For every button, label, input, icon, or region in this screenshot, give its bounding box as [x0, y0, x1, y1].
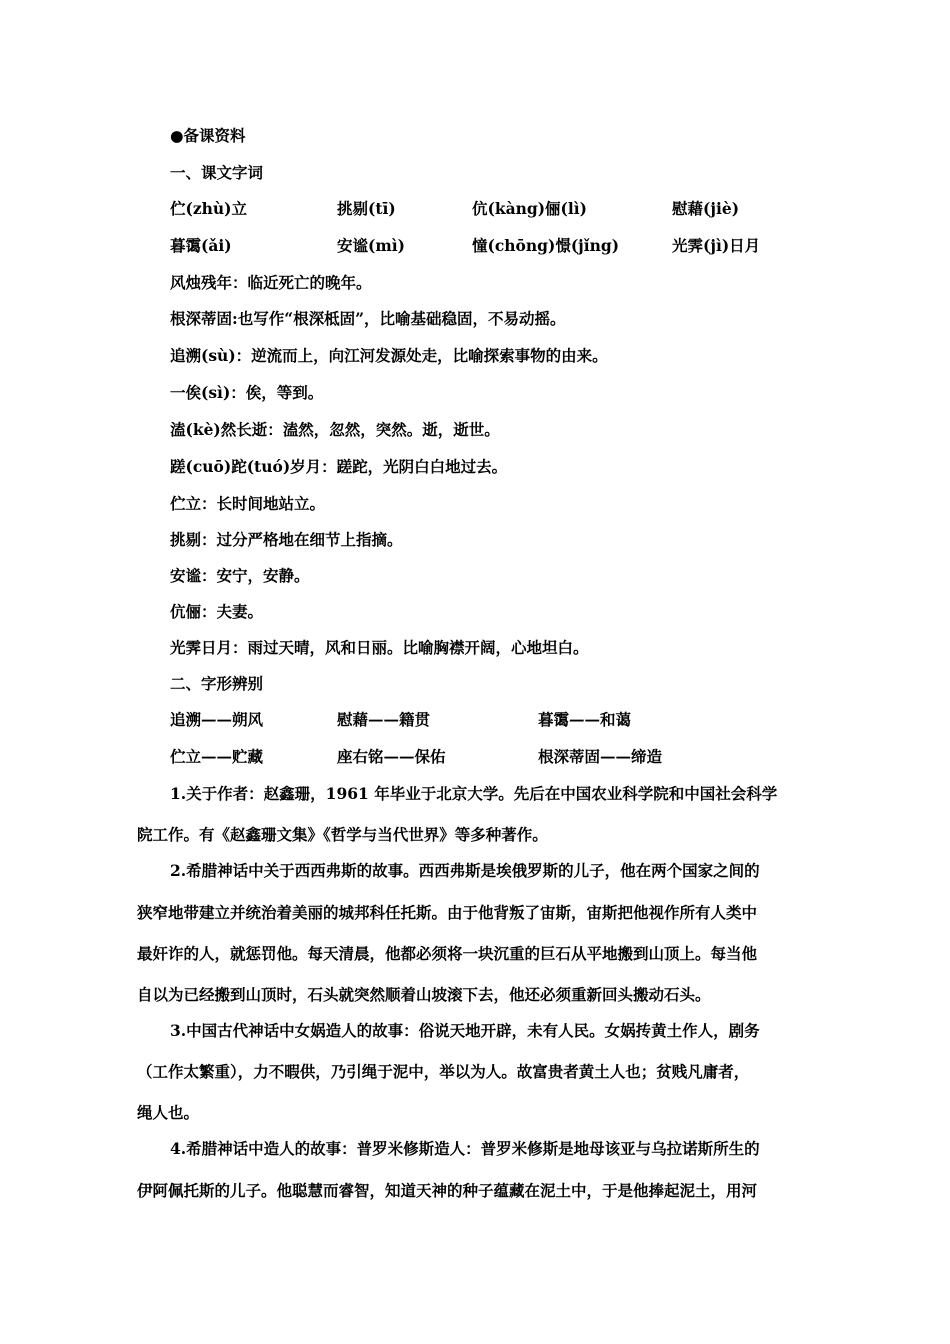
glyph-pair: 慰藉——籍贯: [337, 710, 431, 729]
vocab-item: 慰藉(jiè): [672, 199, 740, 218]
vocab-item: 安谧(mì): [337, 236, 405, 255]
materials-heading: ●备课资料: [170, 126, 246, 145]
vocab-item: 伉(kàng)俪(lì): [472, 199, 588, 218]
glyph-pair: 暮霭——和蔼: [538, 710, 632, 729]
definition-line: 追溯(sù)：逆流而上，向江河发源处走，比喻探索事物的由来。: [170, 346, 608, 365]
definition-line: 光霁日月：雨过天晴，风和日丽。比喻胸襟开阔，心地坦白。: [170, 638, 589, 657]
vocab-item: 光霁(jì)日月: [672, 236, 761, 255]
definition-line: 蹉(cuō)跎(tuó)岁月：蹉跎，光阴白白地过去。: [170, 457, 508, 476]
vocab-item: 憧(chōng)憬(jǐng): [472, 236, 620, 255]
paragraph-line: 最奸诈的人，就惩罚他。每天清晨，他都必须将一块沉重的巨石从平地搬到山顶上。每当他: [137, 944, 758, 963]
section-title-vocabulary: 一、课文字词: [170, 163, 264, 182]
definition-line: 溘(kè)然长逝：溘然，忽然，突然。逝，逝世。: [170, 420, 500, 439]
glyph-pair: 追溯——朔风: [170, 710, 264, 729]
paragraph-line: 自以为已经搬到山顶时，石头就突然顺着山坡滚下去，他还必须重新回头搬动石头。: [137, 985, 711, 1004]
paragraph-line: 狭窄地带建立并统治着美丽的城邦科任托斯。由于他背叛了宙斯，宙斯把他视作所有人类中: [137, 903, 758, 922]
paragraph-line: （工作太繁重），力不暇供，乃引绳于泥中，举以为人。故富贵者黄土人也；贫贱凡庸者，: [137, 1062, 750, 1081]
definition-line: 伫立：长时间地站立。: [170, 494, 326, 513]
glyph-pair: 座右铭——保佑: [337, 747, 446, 766]
vocab-item: 暮霭(ǎi): [170, 236, 232, 255]
definition-line: 根深蒂固:也写作“根深柢固”，比喻基础稳固，不易动摇。: [170, 309, 566, 328]
vocab-item: 挑剔(tī): [337, 199, 396, 218]
paragraph-line: 1.关于作者：赵鑫珊，1961 年毕业于北京大学。先后在中国农业科学院和中国社会科学: [170, 784, 778, 803]
definition-line: 挑剔：过分严格地在细节上指摘。: [170, 530, 403, 549]
paragraph-line: 3.中国古代神话中女娲造人的故事：俗说天地开辟，未有人民。女娲抟黄土作人，剧务: [170, 1021, 760, 1040]
definition-line: 安谧：安宁，安静。: [170, 566, 310, 585]
paragraph-line: 4.希腊神话中造人的故事：普罗米修斯造人：普罗米修斯是地母该亚与乌拉诺斯所生的: [170, 1139, 760, 1158]
paragraph-line: 伊阿佩托斯的儿子。他聪慧而睿智，知道天神的种子蕴藏在泥土中，于是他捧起泥土，用河: [137, 1181, 758, 1200]
definition-line: 一俟(sì)：俟，等到。: [170, 383, 324, 402]
definition-line: 伉俪：夫妻。: [170, 602, 264, 621]
paragraph-line: 绳人也。: [137, 1103, 200, 1122]
section-title-glyph-distinction: 二、字形辨别: [170, 674, 264, 693]
paragraph-line: 2.希腊神话中关于西西弗斯的故事。西西弗斯是埃俄罗斯的儿子，他在两个国家之间的: [170, 861, 760, 880]
vocab-item: 伫(zhù)立: [170, 199, 248, 218]
paragraph-line: 院工作。有《赵鑫珊文集》《哲学与当代世界》等多种著作。: [137, 825, 548, 844]
definition-line: 风烛残年：临近死亡的晚年。: [170, 273, 372, 292]
glyph-pair: 伫立——贮藏: [170, 747, 264, 766]
glyph-pair: 根深蒂固——缔造: [538, 747, 663, 766]
